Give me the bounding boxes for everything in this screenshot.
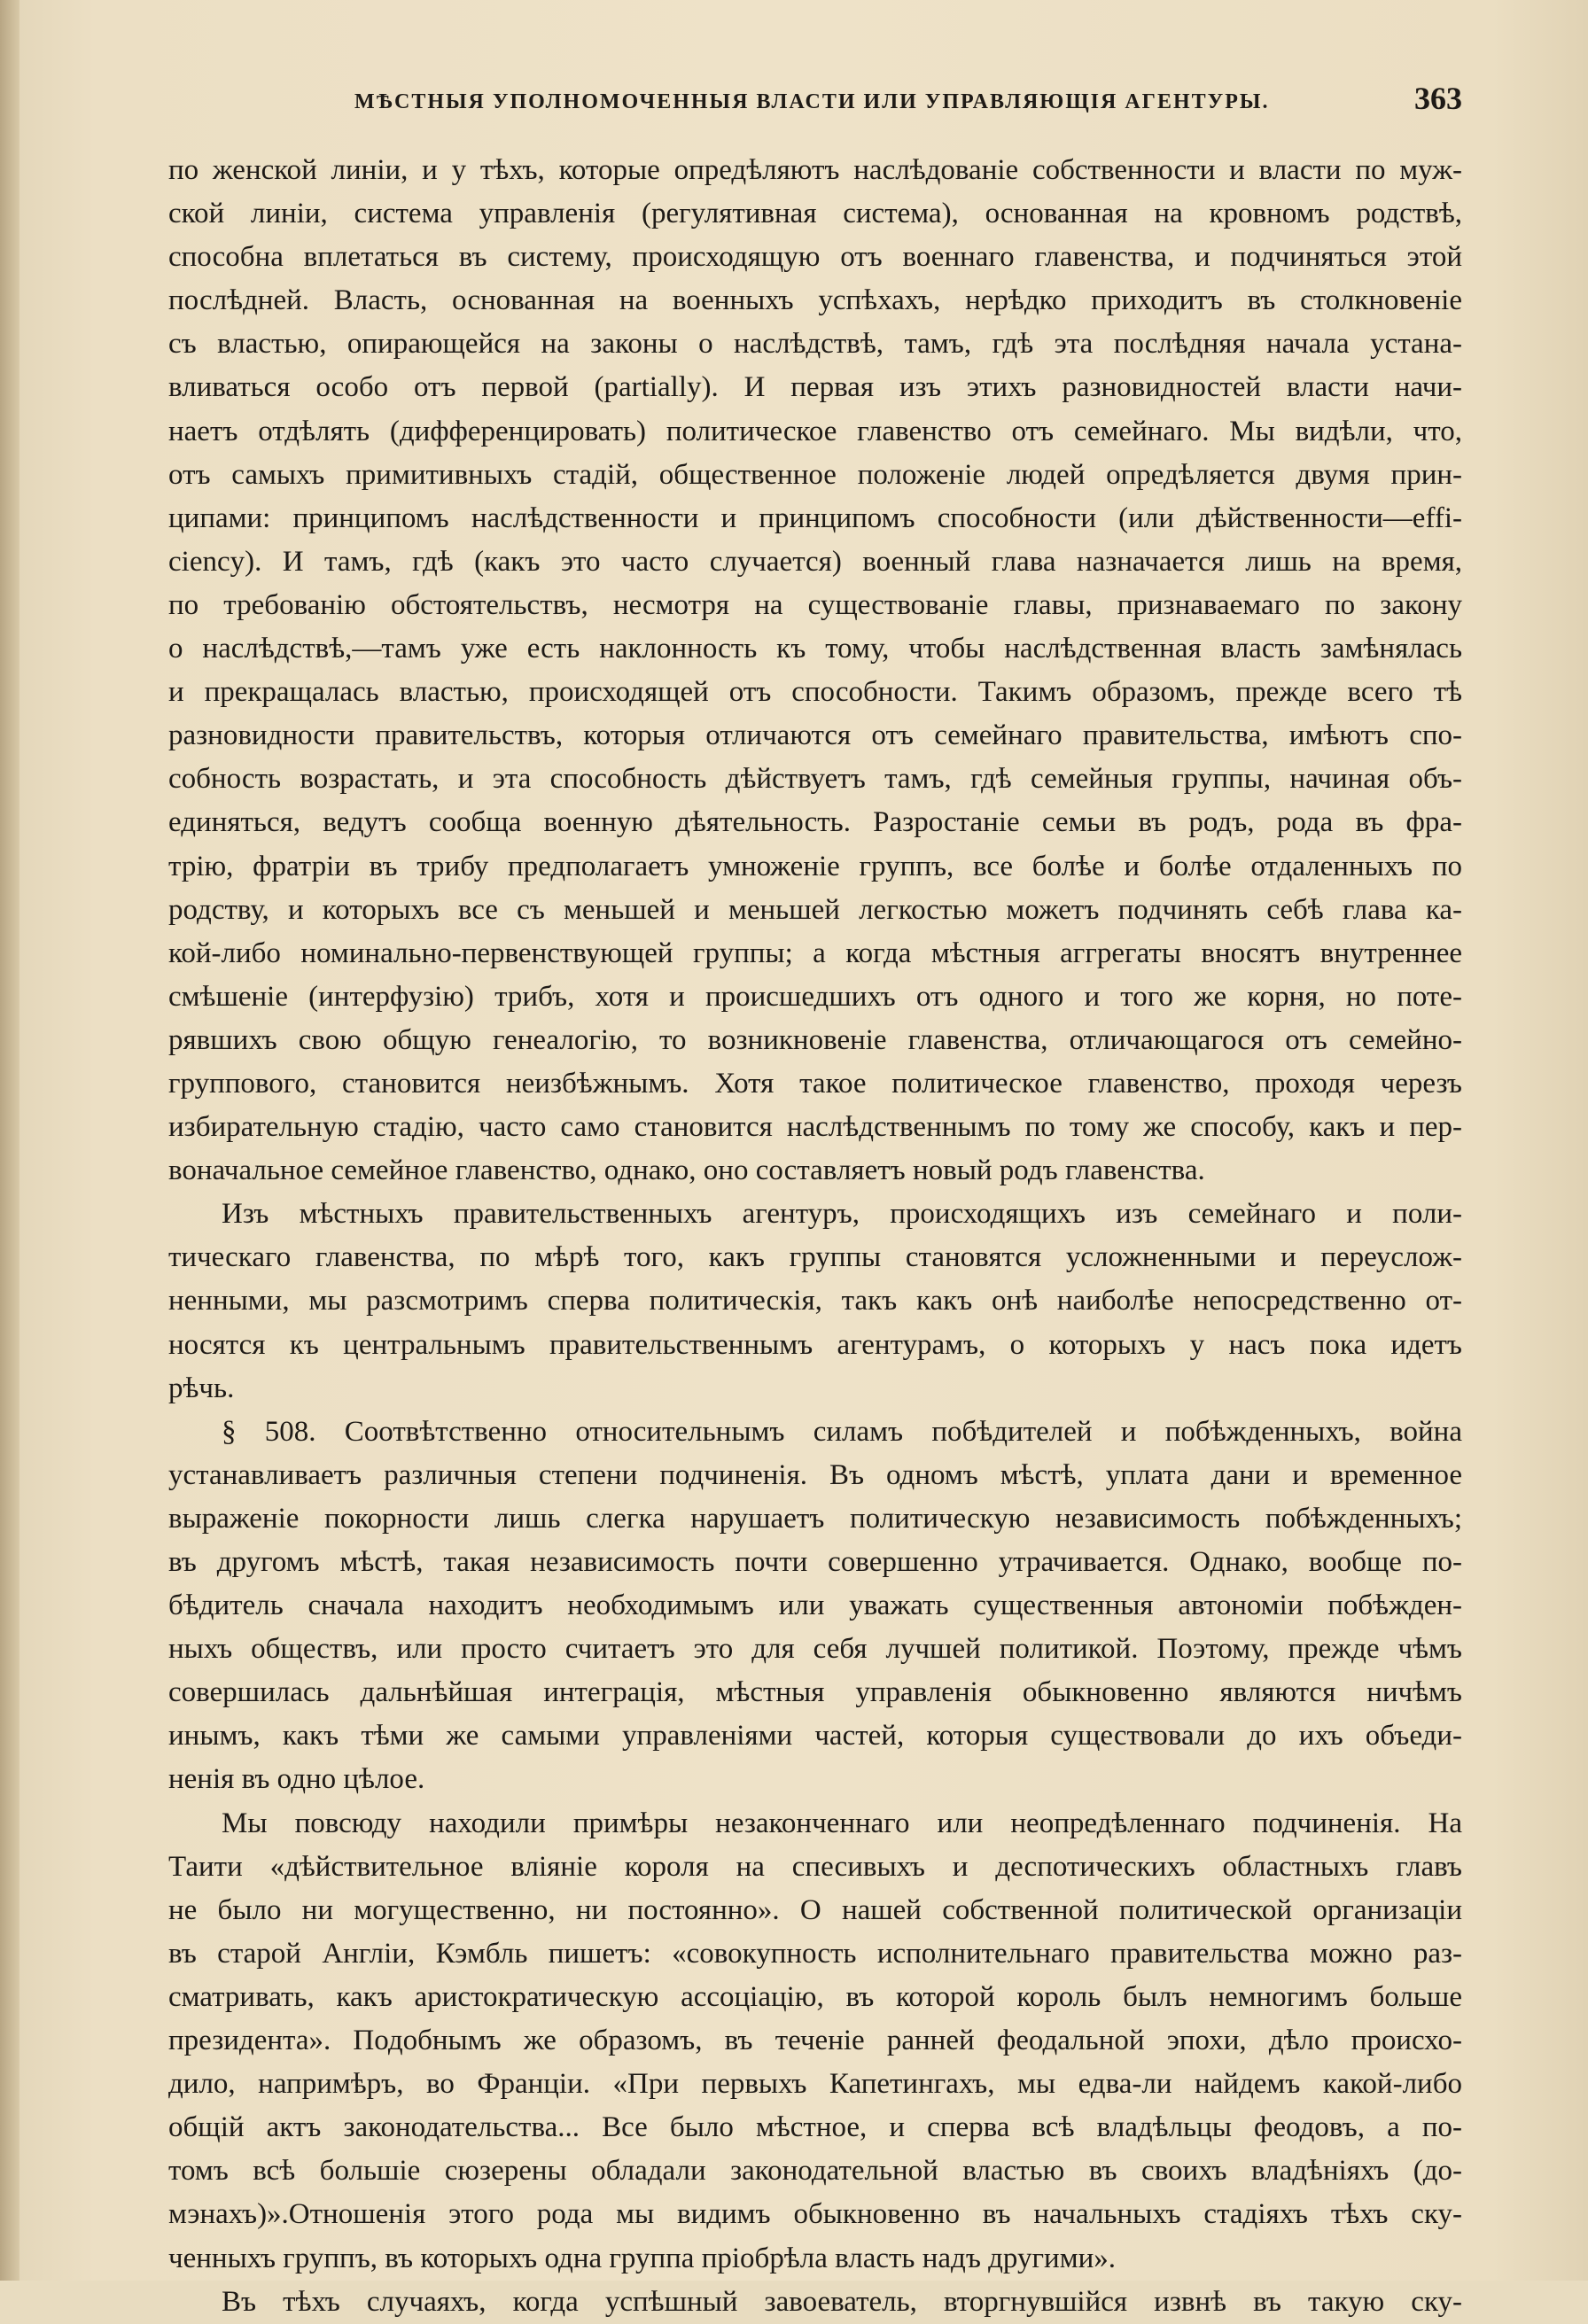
paragraph-end-line: воначальное семейное главенство, однако, оно составляетъ новый родъ главенства.	[168, 1154, 1205, 1187]
text-line: по требованію обстоятельствъ, несмотря на существованіе главы, признаваемаго по закону	[168, 588, 1462, 621]
text-line: собность возрастать, и эта способность дѣйствуетъ тамъ, гдѣ семейныя группы, начиная объ-	[168, 763, 1462, 796]
text-line: съ властью, опирающейся на законы о наслѣдствѣ, тамъ, гдѣ эта послѣдняя начала устана-	[168, 328, 1462, 361]
text-line: родству, и которыхъ все съ меньшей и меньшей легкостью можетъ подчинять себѣ глава ка-	[168, 893, 1462, 926]
paragraph-start-line: Въ тѣхъ случаяхъ, когда успѣшный завоеватель, вторгнувшійся извнѣ въ такую ску-	[222, 2285, 1462, 2318]
paragraph-start-line: Мы повсюду находили примѣры незаконченнаго или неопредѣленнаго подчиненія. На	[222, 1807, 1462, 1839]
page-header	[168, 80, 1462, 124]
text-line: рявшихъ свою общую генеалогію, то возникновеніе главенства, отличающагося отъ семейно-	[168, 1023, 1462, 1056]
text-line: въ другомъ мѣстѣ, такая независимость почти совершенно утрачивается. Однако, вообще по-	[168, 1546, 1462, 1578]
text-line: тическаго главенства, по мѣрѣ того, какъ группы становятся усложненными и переуслож-	[168, 1241, 1462, 1274]
text-line: бѣдитель сначала находитъ необходимымъ или уважать существенныя автономіи побѣжден-	[168, 1589, 1462, 1622]
text-line: инымъ, какъ тѣми же самыми управленіями частей, которыя существовали до ихъ объеди-	[168, 1720, 1462, 1753]
text-line: общій актъ законодательства... Все было мѣстное, и сперва всѣ владѣльцы феодовъ, а по-	[168, 2111, 1462, 2144]
body-text	[168, 149, 1462, 2324]
text-line: ciency). И тамъ, гдѣ (какъ это часто случается) военный глава назначается лишь на время,	[168, 545, 1462, 578]
text-line: мэнахъ)».Отношенія этого рода мы видимъ обыкновенно въ начальныхъ стадіяхъ тѣхъ ску-	[168, 2198, 1462, 2231]
text-line: ныхъ обществъ, или просто считаетъ это для себя лучшей политикой. Поэтому, прежде чѣмъ	[168, 1633, 1462, 1666]
text-line: томъ всѣ большіе сюзерены обладали законодательной властью въ своихъ владѣніяхъ (до-	[168, 2155, 1462, 2188]
text-line: по женской линіи, и у тѣхъ, которые опредѣляютъ наслѣдованіе собственности и власти по муж-	[168, 154, 1462, 186]
text-line: ненными, мы разсмотримъ сперва политическія, такъ какъ онѣ наиболѣе непосредственно от-	[168, 1285, 1462, 1317]
section-heading-line: § 508. Соотвѣтственно относительнымъ силамъ побѣдителей и побѣжденныхъ, война	[222, 1415, 1462, 1448]
text-line: устанавливаетъ различныя степени подчиненія. Въ одномъ мѣстѣ, уплата дани и временное	[168, 1458, 1462, 1491]
text-line: вливаться особо отъ первой (partially). И первая изъ этихъ разновидностей власти начи-	[168, 371, 1462, 404]
text-line: сматривать, какъ аристократическую ассоціацію, въ которой король былъ немногимъ больше	[168, 1980, 1462, 2013]
text-line: кой-либо номинально-первенствующей группы; а когда мѣстныя аггрегаты вносятъ внутреннее	[168, 937, 1462, 969]
text-line: группового, становится неизбѣжнымъ. Хотя такое политическое главенство, проходя черезъ	[168, 1067, 1462, 1100]
text-line: ципами: принципомъ наслѣдственности и принципомъ способности (или дѣйственности—effi-	[168, 501, 1462, 534]
page-number: 363	[1414, 81, 1462, 116]
text-line: и прекращалась властью, происходящей отъ способности. Такимъ образомъ, прежде всего тѣ	[168, 676, 1462, 709]
page-gutter-edge	[0, 0, 19, 2281]
text-line: избирательную стадію, часто само становится наслѣдственнымъ по тому же способу, какъ и пер-	[168, 1111, 1462, 1144]
text-line: носятся къ центральнымъ правительственнымъ агентурамъ, о которыхъ у насъ пока идетъ	[168, 1328, 1462, 1361]
text-line: разновидности правительствъ, которыя отличаются отъ семейнаго правительства, имѣютъ спо-	[168, 719, 1462, 752]
paragraph-end-line: ченныхъ группъ, въ которыхъ одна группа пріобрѣла власть надъ другими».	[168, 2242, 1116, 2274]
text-line: отъ самыхъ примитивныхъ стадій, общественное положеніе людей опредѣляется двумя прин-	[168, 458, 1462, 491]
running-head: МѢСТНЫЯ УПОЛНОМОЧЕННЫЯ ВЛАСТИ ИЛИ УПРАВЛЯЮЩІЯ АГЕНТУРЫ.	[354, 90, 1270, 113]
text-line: совершилась дальнѣйшая интеграція, мѣстныя управленія обыкновенно являются ничѣмъ	[168, 1676, 1462, 1709]
text-line: выраженіе покорности лишь слегка нарушаетъ политическую независимость побѣжденныхъ;	[168, 1502, 1462, 1535]
text-line: способна вплетаться въ систему, происходящую отъ военнаго главенства, и подчиняться этой	[168, 241, 1462, 274]
text-line: трію, фратріи въ трибу предполагаетъ умноженіе группъ, все болѣе и болѣе отдаленныхъ по	[168, 850, 1462, 882]
text-line: о наслѣдствѣ,—тамъ уже есть наклонность къ тому, чтобы наслѣдственная власть замѣнялась	[168, 633, 1462, 665]
text-line: президента». Подобнымъ же образомъ, въ теченіе ранней феодальной эпохи, дѣло происхо-	[168, 2025, 1462, 2057]
text-line: смѣшеніе (интерфузію) трибъ, хотя и происшедшихъ отъ одного и того же корня, но поте-	[168, 980, 1462, 1013]
text-line: ской линіи, система управленія (регулятивная система), основанная на кровномъ родствѣ,	[168, 198, 1462, 230]
text-line: послѣдней. Власть, основанная на военныхъ успѣхахъ, нерѣдко приходитъ въ столкновеніе	[168, 284, 1462, 317]
text-line: дило, напримѣръ, во Франціи. «При первыхъ Капетингахъ, мы едва-ли найдемъ какой-либо	[168, 2068, 1462, 2101]
text-line: наетъ отдѣлять (дифференцировать) политическое главенство отъ семейнаго. Мы видѣли, что,	[168, 415, 1462, 447]
text-line: единяться, ведутъ сообща военную дѣятельность. Разростаніе семьи въ родъ, рода въ фра-	[168, 806, 1462, 839]
text-line: не было ни могущественно, ни постоянно». О нашей собственной политической организаціи	[168, 1893, 1462, 1926]
paragraph-end-line: ненія въ одно цѣлое.	[168, 1763, 425, 1796]
paragraph-end-line: рѣчь.	[168, 1372, 235, 1404]
text-line: въ старой Англіи, Кэмбль пишетъ: «совокупность исполнительнаго правительства можно раз-	[168, 1937, 1462, 1970]
text-line: Таити «дѣйствительное вліяніе короля на спесивыхъ и деспотическихъ областныхъ главъ	[168, 1850, 1462, 1883]
paragraph-start-line: Изъ мѣстныхъ правительственныхъ агентуръ, происходящихъ изъ семейнаго и поли-	[222, 1198, 1462, 1231]
